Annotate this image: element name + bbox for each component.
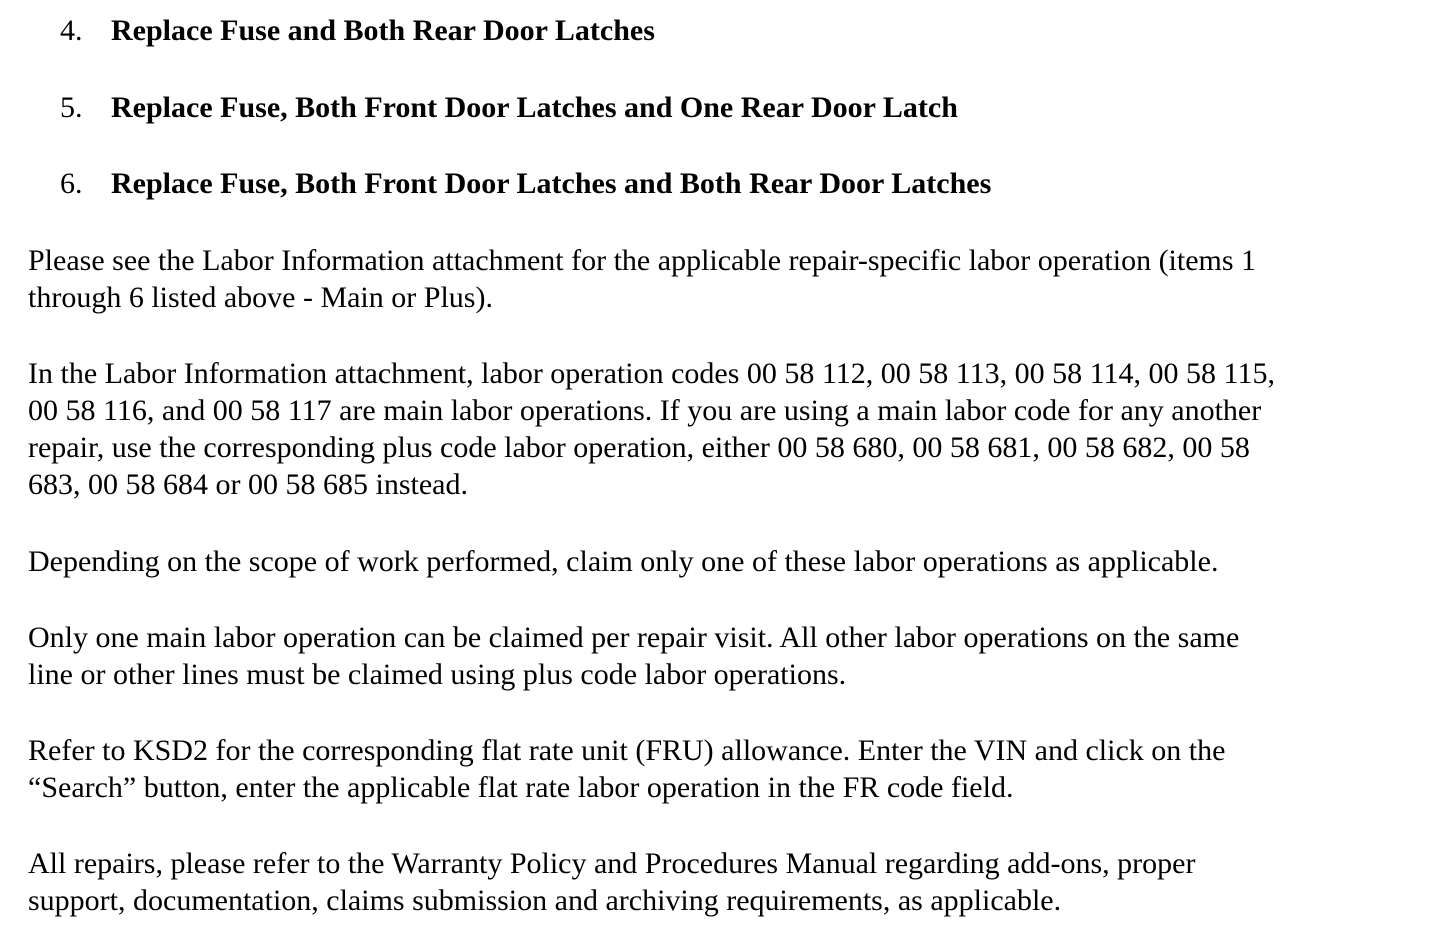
list-item-number: 5. <box>60 91 83 124</box>
paragraph-line: line or other lines must be claimed using plus code labor operations. <box>28 658 847 691</box>
paragraph-line: Please see the Labor Information attachment for the applicable repair-specific labor operation (items 1 <box>28 244 1257 277</box>
paragraph-warranty-policy <box>28 845 1438 919</box>
list-item <box>60 89 958 126</box>
paragraph-scope <box>28 543 1438 580</box>
paragraph-line: In the Labor Information attachment, labor operation codes 00 58 112, 00 58 113, 00 58 114, 00 58 115, <box>28 357 1275 390</box>
paragraph-line: Depending on the scope of work performed, claim only one of these labor operations as applicable. <box>28 545 1219 578</box>
paragraph-line: Refer to KSD2 for the corresponding flat rate unit (FRU) allowance. Enter the VIN and click on the <box>28 734 1226 767</box>
list-item-number: 4. <box>60 14 83 47</box>
paragraph-line: Only one main labor operation can be claimed per repair visit. All other labor operations on the same <box>28 621 1240 654</box>
list-item-text: Replace Fuse, Both Front Door Latches and One Rear Door Latch <box>111 91 958 124</box>
list-item-number: 6. <box>60 167 83 200</box>
paragraph-labor-codes <box>28 355 1438 503</box>
list-item-text: Replace Fuse and Both Rear Door Latches <box>111 14 655 47</box>
paragraph-line: 00 58 116, and 00 58 117 are main labor operations. If you are using a main labor code for any another <box>28 394 1262 427</box>
paragraph-line: 683, 00 58 684 or 00 58 685 instead. <box>28 468 468 501</box>
paragraph-labor-info <box>28 242 1438 316</box>
list-item-text: Replace Fuse, Both Front Door Latches and Both Rear Door Latches <box>111 167 992 200</box>
paragraph-line: All repairs, please refer to the Warranty Policy and Procedures Manual regarding add-ons, proper <box>28 847 1196 880</box>
paragraph-line: repair, use the corresponding plus code labor operation, either 00 58 680, 00 58 681, 00 58 682, 00 58 <box>28 431 1250 464</box>
paragraph-main-labor <box>28 619 1438 693</box>
paragraph-line: through 6 listed above - Main or Plus). <box>28 281 493 314</box>
paragraph-line: “Search” button, enter the applicable flat rate labor operation in the FR code field. <box>28 771 1014 804</box>
paragraph-line: support, documentation, claims submission and archiving requirements, as applicable. <box>28 884 1062 917</box>
paragraph-ksd2 <box>28 732 1438 806</box>
list-item <box>60 12 655 49</box>
list-item <box>60 165 991 202</box>
